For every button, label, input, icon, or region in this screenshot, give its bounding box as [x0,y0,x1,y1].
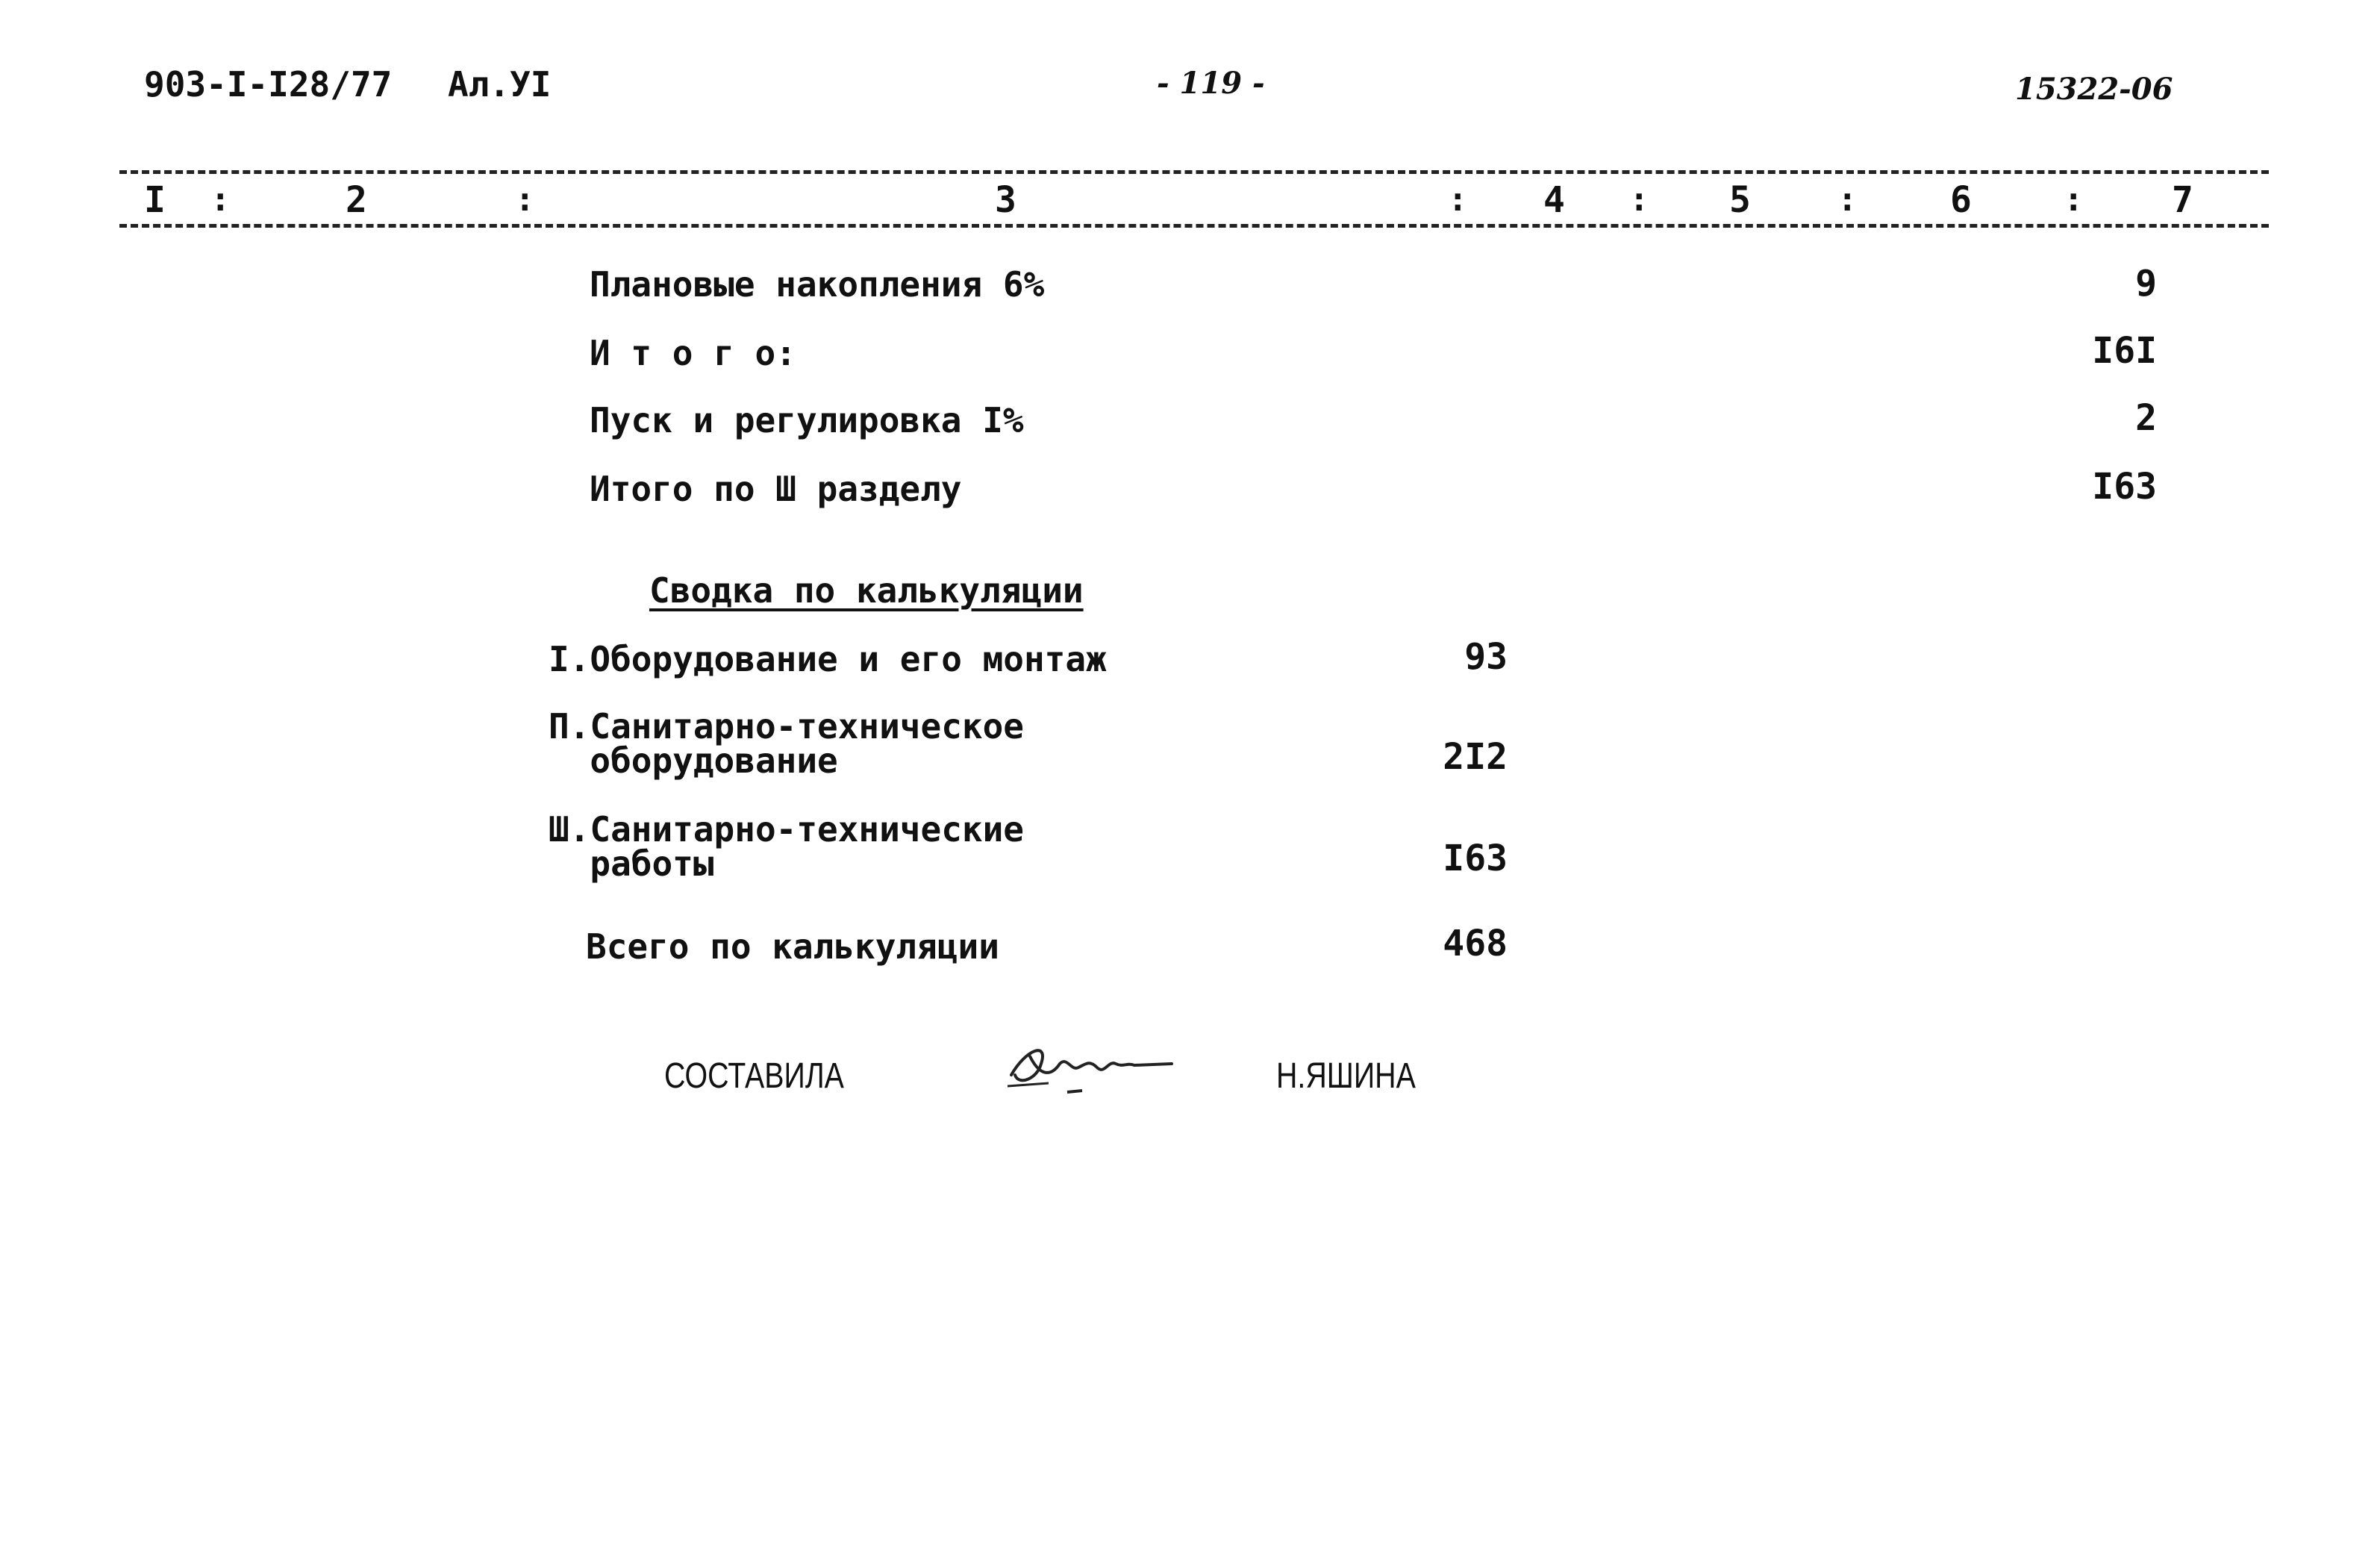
summary-item-sanitary-works-label: Ш.Санитарно-технические работы [549,809,1024,884]
planned-savings-value: 9 [2135,263,2157,305]
inventory-number: 15322-06 [2015,72,2173,107]
section-3-total-value: I63 [2092,466,2157,508]
column-separator: : [1629,181,1649,219]
section-3-total-label: Итого по Ш разделу [590,469,962,509]
planned-savings-label: Плановые накопления 6% [590,264,1045,305]
compiler-name: Н.ЯШИНА [1276,1056,1416,1096]
header-top-rule [119,170,2269,174]
column-3-number: 3 [995,179,1016,221]
summary-total-label: Всего по калькуляции [586,926,999,967]
compiled-by-label: СОСТАВИЛА [664,1056,844,1096]
page-number: - 119 - [1157,66,1265,101]
commissioning-label: Пуск и регулировка I% [590,400,1024,440]
column-separator: : [515,181,535,219]
column-1-number: I [144,179,166,221]
column-4-number: 4 [1543,179,1565,221]
subtotal-value: I6I [2092,330,2157,372]
handwritten-signature [996,1034,1183,1101]
column-separator: : [2064,181,2084,219]
summary-item-sanitary-equipment-value: 2I2 [1443,736,1508,778]
summary-item-sanitary-works-value: I63 [1443,838,1508,879]
column-separator: : [1837,181,1858,219]
column-6-number: 6 [1950,179,1972,221]
column-5-number: 5 [1729,179,1751,221]
column-2-number: 2 [346,179,367,221]
subtotal-label: И т о г о: [590,333,796,373]
column-separator: : [210,181,231,219]
header-bottom-rule [119,224,2269,228]
summary-item-equipment-value: 93 [1464,636,1508,678]
summary-item-equipment-label: I.Оборудование и его монтаж [549,639,1107,679]
summary-total-value: 468 [1443,923,1508,964]
summary-item-sanitary-equipment-label: П.Санитарно-техническое оборудование [549,706,1024,781]
summary-title: Сводка по калькуляции [649,570,1084,611]
album-number: Ал.УI [448,64,552,105]
column-7-number: 7 [2172,179,2193,221]
document-code: 903-I-I28/77 [144,64,393,105]
commissioning-value: 2 [2135,397,2157,439]
column-separator: : [1448,181,1468,219]
